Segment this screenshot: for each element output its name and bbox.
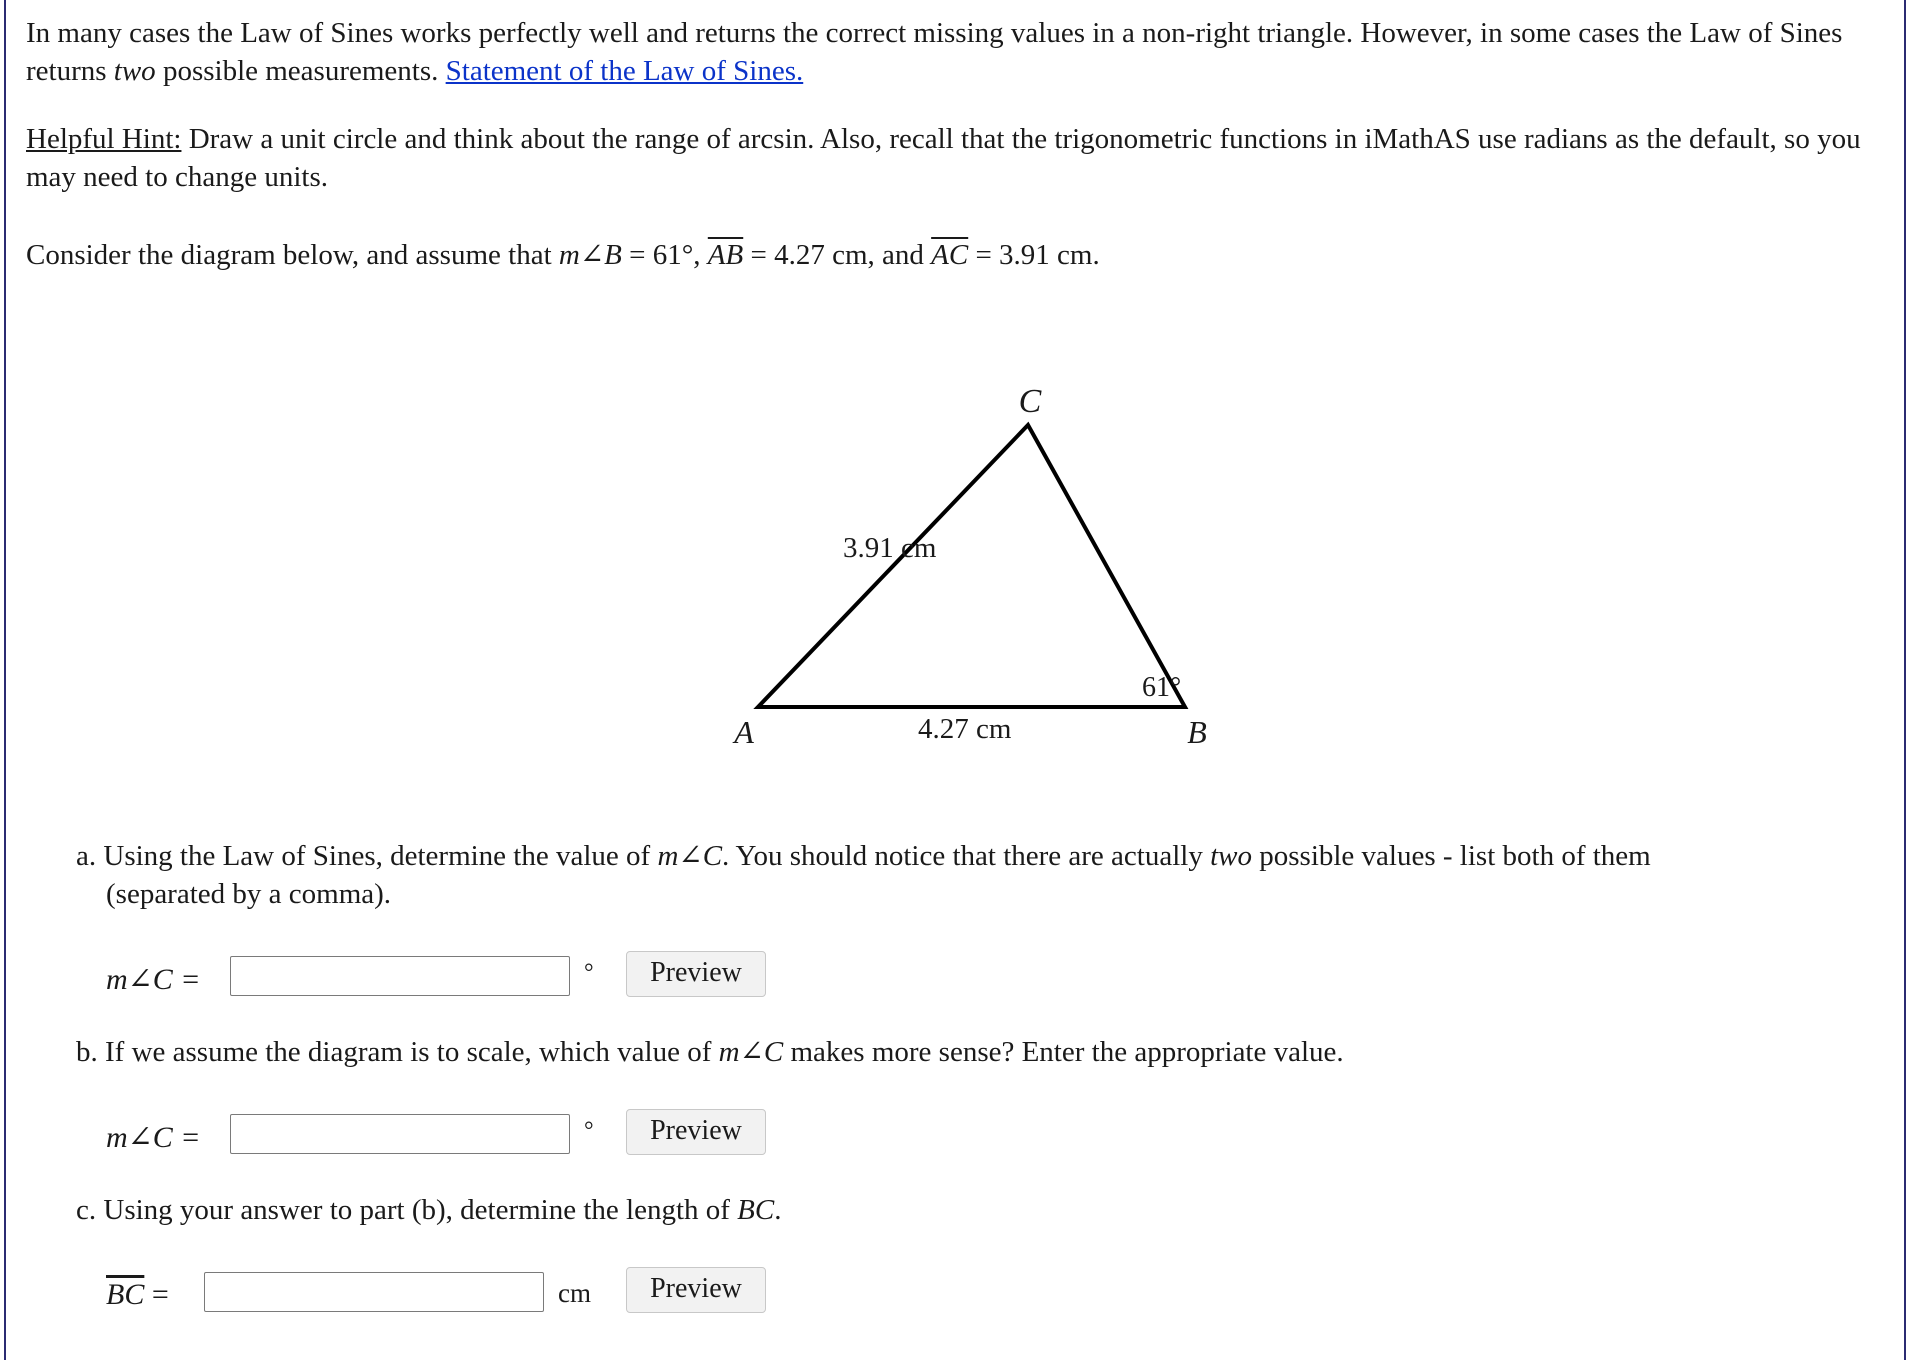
- intro-emphasis-two: two: [113, 55, 156, 87]
- part-c-question: [76, 1191, 1856, 1229]
- given-prefix: Consider the diagram below, and assume that: [26, 239, 559, 271]
- given-segment-ac: $\overline{AC}$: [931, 239, 969, 271]
- part-c-cm-unit: cm: [558, 1278, 591, 1308]
- vertex-c-label: C: [1018, 383, 1042, 420]
- intro-paragraph: [26, 14, 1876, 90]
- vertex-b-label: B: [1187, 714, 1207, 750]
- part-b-question: [76, 1033, 1856, 1071]
- given-eq-1: = 61°,: [621, 239, 708, 271]
- part-a-question: [76, 837, 1856, 913]
- part-a-text-3: possible values - list both of them: [1252, 840, 1651, 872]
- side-ac-length-label: 3.91 cm: [843, 532, 937, 564]
- law-of-sines-link[interactable]: Statement of the Law of Sines.: [445, 55, 804, 87]
- part-a-text-4: (separated by a comma).: [106, 878, 392, 910]
- angle-b-label: 61°: [1142, 672, 1182, 703]
- given-angle-b: m∠B: [558, 239, 622, 271]
- side-ab-length-label: 4.27 cm: [918, 713, 1012, 745]
- part-a-emphasis-two: two: [1210, 840, 1252, 872]
- part-a-text-2: . You should notice that there are actually: [722, 840, 1211, 872]
- part-c-preview-button[interactable]: Preview: [626, 1267, 766, 1313]
- part-b-math: m∠C: [718, 1036, 784, 1068]
- part-b-answer-label: m∠C =: [106, 1121, 201, 1154]
- part-b-angle-c-input[interactable]: [230, 1114, 570, 1154]
- hint-text-1: Draw a unit circle and think about the range of: [181, 123, 738, 155]
- part-c-answer-label: [106, 1278, 169, 1312]
- given-segment-ab: $\overline{AB}$: [707, 239, 744, 271]
- given-statement: [26, 236, 1876, 274]
- intro-text-2: possible measurements.: [155, 55, 446, 87]
- part-c-math: BC: [737, 1194, 775, 1226]
- intro-text-1: In many cases the Law of Sines works perfectly well and returns the correct missing values in a non-right triangle. However, in some cases the Law of Sines returns: [26, 17, 1843, 87]
- hint-paragraph: [26, 120, 1876, 196]
- triangle-diagram: [700, 380, 1260, 760]
- part-a-answer-label: m∠C =: [106, 963, 201, 996]
- part-b-degree-unit: °: [584, 1118, 594, 1144]
- part-c-bc-length-input[interactable]: [204, 1272, 544, 1312]
- part-b-preview-button[interactable]: Preview: [626, 1109, 766, 1155]
- given-eq-3: = 3.91 cm.: [968, 239, 1100, 271]
- part-c-text-2: .: [774, 1194, 782, 1226]
- given-eq-2: = 4.27 cm, and: [743, 239, 932, 271]
- part-b-text-1: b. If we assume the diagram is to scale, which value of: [76, 1036, 719, 1068]
- part-c-equals: =: [144, 1278, 169, 1311]
- part-a-math: m∠C: [657, 840, 723, 872]
- part-a-text-1: a. Using the Law of Sines, determine the value of: [76, 840, 658, 872]
- part-c-segment-bc: $\overline{BC}$: [106, 1278, 145, 1311]
- part-c-text-1: c. Using your answer to part (b), determine the length of: [76, 1194, 738, 1226]
- triangle-shape: [758, 425, 1185, 707]
- part-b-text-2: makes more sense? Enter the appropriate value.: [783, 1036, 1344, 1068]
- hint-arcsin: arcsin: [737, 123, 808, 155]
- part-a-angle-c-input[interactable]: [230, 956, 570, 996]
- hint-label: Helpful Hint:: [26, 123, 182, 155]
- part-a-degree-unit: °: [584, 960, 594, 986]
- hint-text-2: . Also, recall that the trigonometric functions in iMathAS use radians as the default, so you may need to change units.: [26, 123, 1861, 193]
- part-a-preview-button[interactable]: Preview: [626, 951, 766, 997]
- vertex-a-label: A: [734, 714, 754, 750]
